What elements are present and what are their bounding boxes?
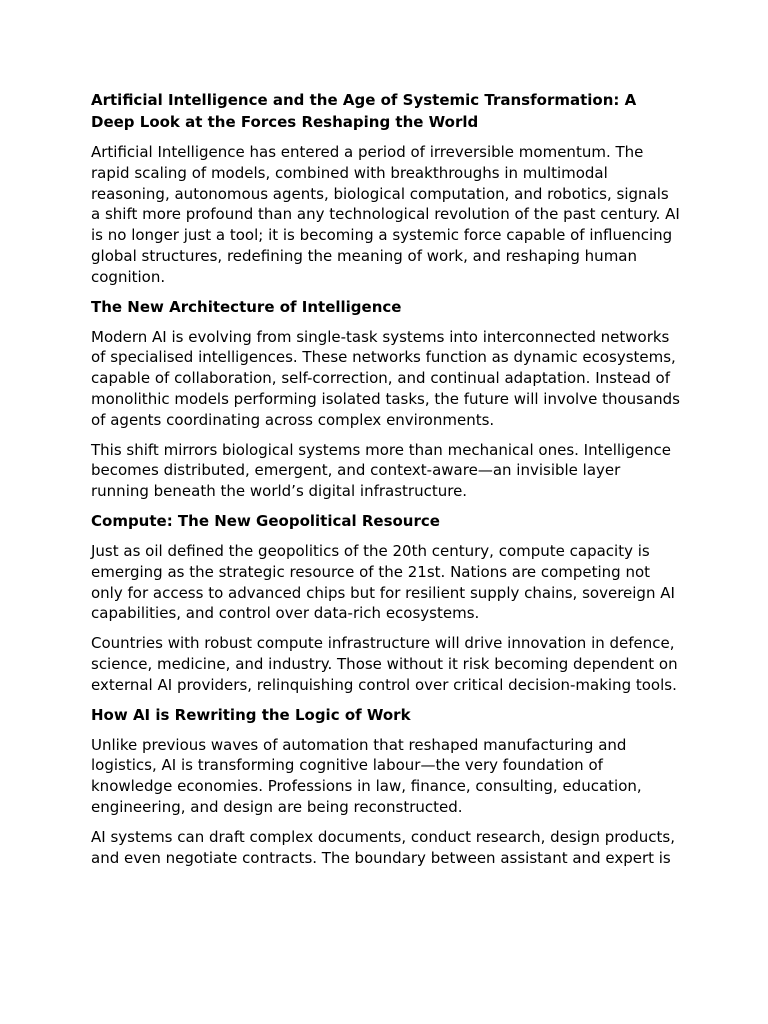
section-paragraph: This shift mirrors biological systems more than mechanical ones. Intelligence becomes distributed, emergent, and context-aware—an invisible layer running beneath the world’s digital infrastructure.	[91, 440, 671, 501]
section-paragraph: Just as oil defined the geopolitics of the 20th century, compute capacity is emerging as the strategic resource of the 21st. Nations are competing not only for access to advanced chips but for resilient supply chains, sovereign AI capabilities, and control over data-rich ecosystems.	[91, 541, 675, 623]
section-paragraph: AI systems can draft complex documents, conduct research, design products, and even negotiate contracts. The boundary between assistant and expert is	[91, 827, 675, 867]
section-heading: Compute: The New Geopolitical Resource	[91, 511, 440, 530]
document-page	[91, 90, 681, 877]
section-paragraph: Countries with robust compute infrastructure will drive innovation in defence, science, medicine, and industry. Those without it risk becoming dependent on external AI providers, relinquishing control over critical decision-making tools.	[91, 634, 678, 694]
section-compute	[91, 511, 681, 696]
section-paragraph: Modern AI is evolving from single-task systems into interconnected networks of specialised intelligences. These networks function as dynamic ecosystems, capable of collaboration, self-correction, and continual adaptation. Instead of monolithic models performing isolated tasks, the future will involve thousands of agents coordinating across complex environments.	[91, 327, 680, 429]
section-work	[91, 705, 681, 869]
section-architecture	[91, 297, 681, 502]
section-paragraph: Unlike previous waves of automation that reshaped manufacturing and logistics, AI is transforming cognitive labour—the very foundation of knowledge economies. Professions in law, finance, consulting, education, engineering, and design are being reconstructed.	[91, 735, 642, 816]
document-title: Artificial Intelligence and the Age of Systemic Transformation: A Deep Look at the Forces Reshaping the World	[91, 91, 637, 131]
section-heading: The New Architecture of Intelligence	[91, 297, 402, 316]
section-heading: How AI is Rewriting the Logic of Work	[91, 705, 411, 724]
intro-paragraph: Artificial Intelligence has entered a period of irreversible momentum. The rapid scaling of models, combined with breakthroughs in multimodal reasoning, autonomous agents, biological computation, and robotics, signals a shift more profound than any technological revolution of the past century. AI is no longer just a tool; it is becoming a systemic force capable of influencing global structures, redefining the meaning of work, and reshaping human cognition.	[91, 143, 680, 286]
